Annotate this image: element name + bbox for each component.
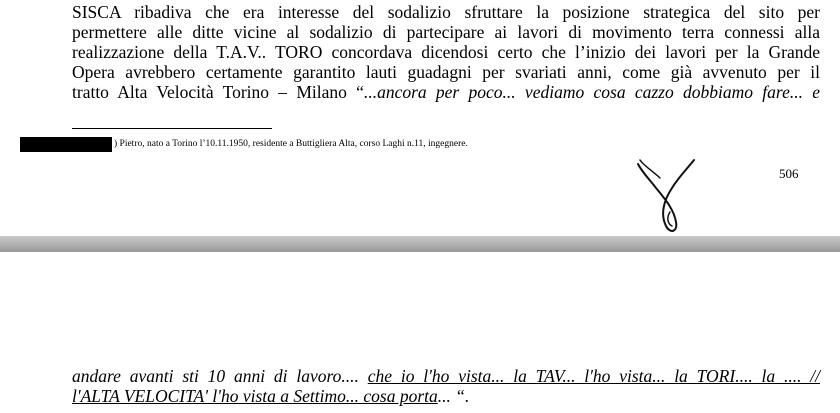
text-line-1: SISCA ribadiva che era interesse del sodalizio sfruttare la posizione strategica del sito per bbox=[72, 2, 820, 22]
document-page-bottom bbox=[0, 252, 840, 413]
text-line-2: permettere alle ditte vicine al sodalizio di partecipare ai lavori di movimento terra connessi alla bbox=[72, 22, 820, 42]
bottom-line-2 bbox=[72, 386, 820, 406]
footnote-rule bbox=[72, 128, 272, 129]
text-line-5 bbox=[72, 82, 820, 102]
bottom-line-1 bbox=[72, 366, 820, 386]
bottom-line-2-underlined: l'ALTA VELOCITA' l'ho vista a Settimo... cosa porta bbox=[72, 386, 438, 406]
bottom-paragraph bbox=[72, 366, 820, 406]
body-paragraph bbox=[72, 2, 820, 102]
bottom-line-1-plain: andare avanti sti 10 anni di lavoro.... bbox=[72, 366, 368, 386]
redaction-bar bbox=[20, 137, 112, 152]
bottom-line-2-tail: ... “. bbox=[437, 386, 470, 406]
text-line-3: realizzazione della T.A.V.. TORO concordava dicendosi certo che l’inizio dei lavori per la Grande bbox=[72, 42, 820, 62]
text-line-5-plain: tratto Alta Velocità Torino – Milano “ bbox=[72, 82, 364, 102]
quote-italic: ...ancora per poco... vediamo cosa cazzo dobbiamo fare... e bbox=[363, 82, 820, 102]
footnote-text: ) Pietro, nato a Torino l’10.11.1950, residente a Buttigliera Alta, corso Laghi n.11, ingegnere. bbox=[114, 139, 468, 149]
page-number: 506 bbox=[779, 166, 799, 181]
handwritten-signature bbox=[620, 152, 700, 232]
bottom-line-1-underlined: che io l'ho vista... la TAV... l'ho vista... la TORI.... la .... // bbox=[367, 366, 821, 386]
text-line-4: Opera avrebbero certamente garantito lauti guadagni per svariati anni, come già avvenuto per il bbox=[72, 62, 820, 82]
page-separator bbox=[0, 236, 840, 252]
